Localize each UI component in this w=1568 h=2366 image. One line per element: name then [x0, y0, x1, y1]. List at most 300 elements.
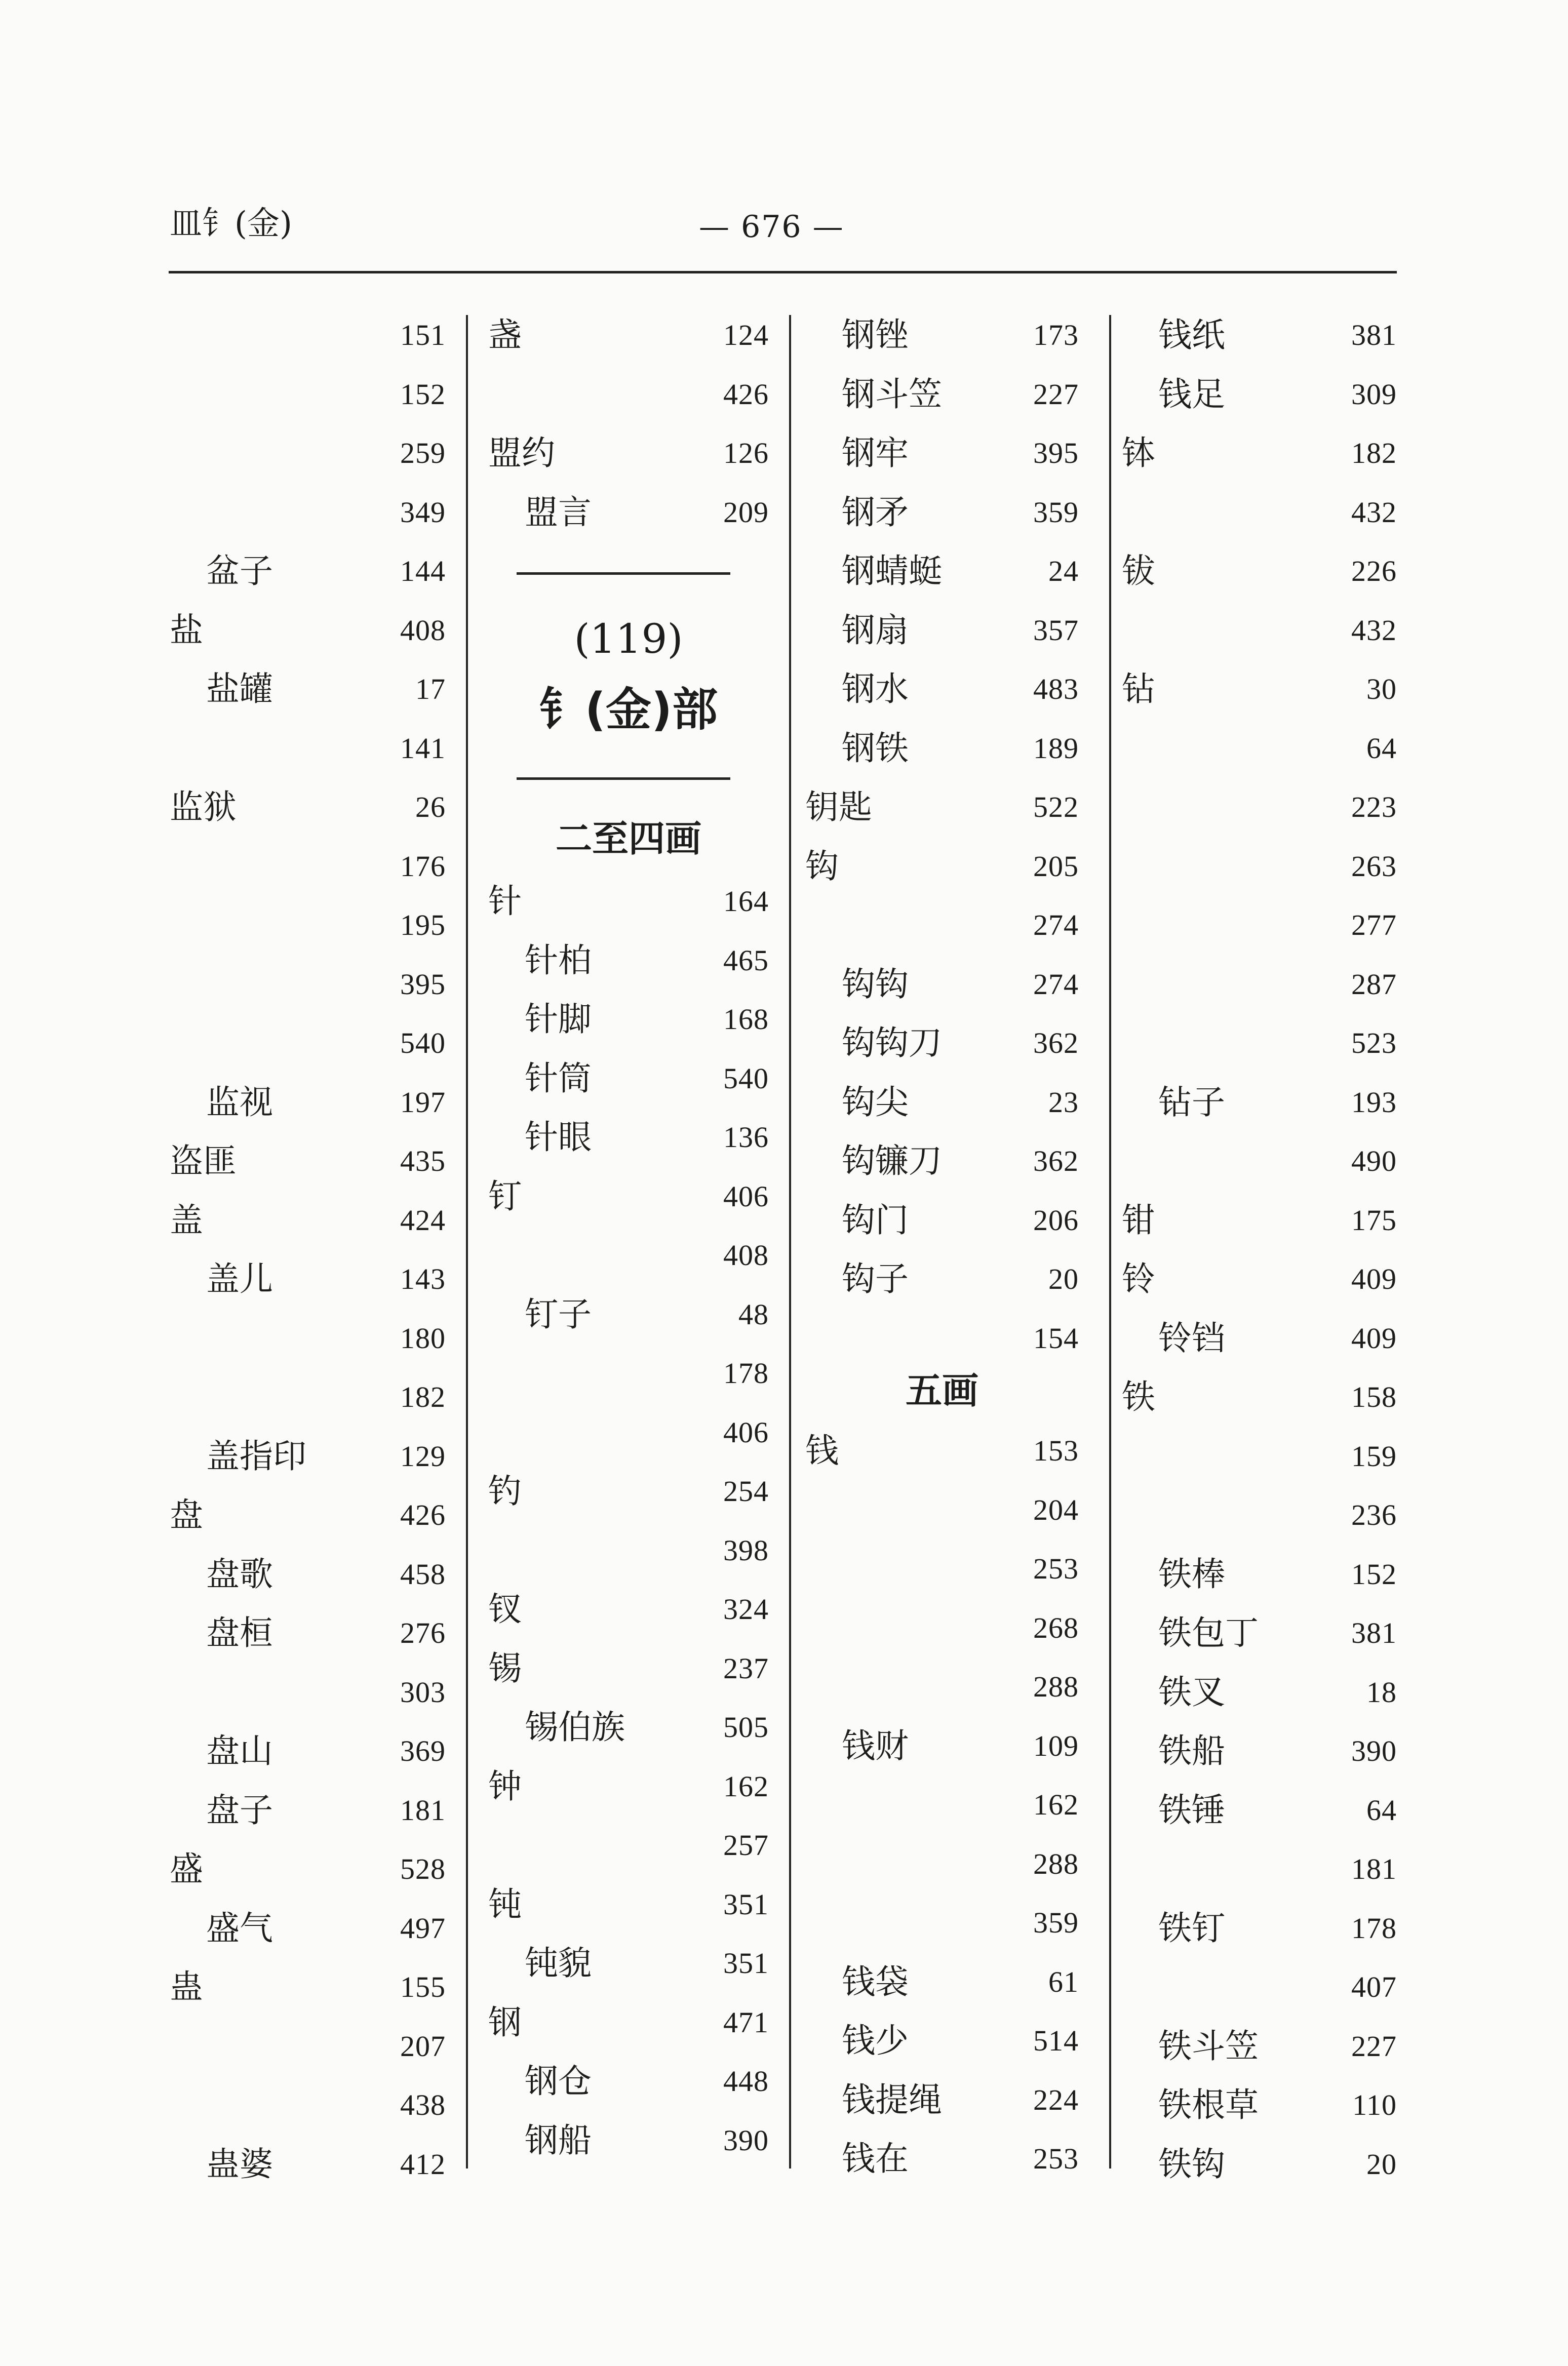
entry-page-number: 497: [400, 1912, 446, 1945]
index-entry-continuation: [170, 487, 446, 538]
entry-term: 钱少: [842, 2021, 909, 2060]
entry-page-number: 514: [1033, 2024, 1079, 2057]
entry-page-number: 129: [400, 1440, 446, 1473]
index-entry: [488, 2115, 769, 2166]
index-entry: [805, 841, 1079, 892]
entry-page-number: 182: [400, 1381, 446, 1413]
index-entry: [1122, 2080, 1397, 2131]
entry-term: 盛气: [206, 1909, 273, 1948]
entry-term: 钢: [488, 2003, 522, 2042]
index-entry: [170, 1962, 446, 2013]
index-entry-continuation: [1122, 959, 1397, 1010]
entry-term: 盆子: [206, 551, 273, 590]
index-entry: [170, 1549, 446, 1600]
index-entry-continuation: [805, 1485, 1079, 1535]
entry-page-number: 18: [1366, 1676, 1397, 1709]
entry-page-number: 64: [1366, 1794, 1397, 1827]
entry-term: 铁钉: [1158, 1909, 1225, 1948]
entry-term: 铁包丁: [1158, 1613, 1259, 1652]
index-entry: [488, 1171, 769, 1222]
index-entry-continuation: [1122, 841, 1397, 892]
index-entry: [805, 1426, 1079, 1476]
entry-page-number: 144: [400, 555, 446, 587]
entry-term: 盖指印: [206, 1437, 306, 1476]
index-entry: [1122, 1608, 1397, 1659]
entry-term: 铁船: [1158, 1731, 1225, 1770]
entry-page-number: 390: [723, 2124, 769, 2157]
entry-page-number: 359: [1033, 1906, 1079, 1939]
entry-page-number: 152: [400, 378, 446, 411]
index-entry-continuation: [488, 1407, 769, 1458]
entry-term: 盘山: [206, 1731, 273, 1770]
entry-term: 钢锉: [842, 316, 909, 354]
entry-page-number: 209: [723, 496, 769, 529]
entry-term: 盘子: [206, 1791, 273, 1830]
entry-page-number: 390: [1351, 1734, 1397, 1767]
entry-page-number: 398: [723, 1534, 769, 1567]
entry-term: 钢斗笠: [842, 375, 942, 414]
entry-term: 监狱: [170, 787, 237, 826]
entry-term: 钩钩: [842, 965, 909, 1004]
index-entry: [805, 1721, 1079, 1771]
entry-page-number: 523: [1351, 1027, 1397, 1059]
entry-term: 钢船: [525, 2121, 592, 2160]
index-entry: [488, 1053, 769, 1104]
entry-page-number: 406: [723, 1416, 769, 1449]
index-entry: [1122, 546, 1397, 597]
entry-page-number: 164: [723, 885, 769, 918]
index-entry: [1122, 428, 1397, 479]
index-entry: [170, 605, 446, 656]
index-entry-continuation: [170, 1018, 446, 1069]
index-entry: [1122, 1726, 1397, 1777]
index-entry: [805, 723, 1079, 774]
entry-term: 铁叉: [1158, 1673, 1225, 1712]
entry-page-number: 175: [1351, 1204, 1397, 1237]
entry-term: 钢牢: [842, 433, 909, 472]
index-entry: [488, 1997, 769, 2048]
index-entry-continuation: [805, 900, 1079, 951]
entry-term: 蛊婆: [206, 2145, 273, 2184]
entry-page-number: 23: [1048, 1086, 1079, 1119]
entry-page-number: 309: [1351, 378, 1397, 411]
index-entry: [1122, 1667, 1397, 1718]
index-entry-continuation: [805, 1780, 1079, 1830]
entry-term: 铁根草: [1158, 2085, 1259, 2124]
index-entry: [170, 1254, 446, 1305]
entry-page-number: 259: [400, 437, 446, 469]
entry-page-number: 143: [400, 1263, 446, 1295]
entry-page-number: 152: [1351, 1558, 1397, 1591]
index-entry: [1122, 1785, 1397, 1836]
entry-term: 钝: [488, 1885, 522, 1924]
entry-page-number: 182: [1351, 437, 1397, 469]
index-entry-continuation: [170, 310, 446, 361]
index-entry-continuation: [170, 369, 446, 420]
page-number: — 676 —: [699, 209, 844, 245]
index-entry: [170, 1136, 446, 1187]
entry-page-number: 435: [400, 1145, 446, 1177]
entry-page-number: 528: [400, 1852, 446, 1885]
index-entry: [805, 664, 1079, 715]
entry-page-number: 158: [1351, 1381, 1397, 1413]
entry-term: 监视: [206, 1083, 273, 1122]
entry-page-number: 204: [1033, 1493, 1079, 1526]
entry-page-number: 277: [1351, 909, 1397, 941]
entry-page-number: 154: [1033, 1322, 1079, 1355]
index-entry: [488, 1938, 769, 1989]
index-entry: [805, 1957, 1079, 2007]
entry-page-number: 227: [1351, 2030, 1397, 2063]
entry-page-number: 381: [1351, 319, 1397, 351]
entry-page-number: 395: [1033, 437, 1079, 469]
entry-term: 锡: [488, 1649, 522, 1688]
index-entry-continuation: [805, 1603, 1079, 1653]
index-entry-continuation: [805, 1662, 1079, 1712]
entry-term: 钉: [488, 1177, 522, 1216]
index-entry: [805, 1077, 1079, 1128]
index-entry-continuation: [488, 1348, 769, 1399]
entry-page-number: 126: [723, 437, 769, 469]
entry-page-number: 20: [1366, 2148, 1397, 2181]
subheading-5-strokes: 五画: [905, 1369, 978, 1412]
entry-page-number: 178: [1351, 1912, 1397, 1945]
index-entry-continuation: [805, 1544, 1079, 1594]
index-entry: [488, 876, 769, 927]
entry-term: 蛊: [170, 1967, 203, 2006]
entry-term: 钩门: [842, 1201, 909, 1240]
entry-page-number: 276: [400, 1616, 446, 1649]
index-entry-continuation: [170, 723, 446, 774]
entry-page-number: 490: [1351, 1145, 1397, 1177]
entry-page-number: 395: [400, 968, 446, 1001]
index-entry-continuation: [1122, 487, 1397, 538]
index-entry: [805, 1018, 1079, 1069]
index-entry: [1122, 369, 1397, 420]
index-entry: [488, 487, 769, 538]
entry-term: 钱纸: [1158, 316, 1225, 354]
entry-term: 盐: [170, 611, 203, 650]
index-entry: [170, 1490, 446, 1541]
index-entry: [1122, 1077, 1397, 1128]
entry-term: 锡伯族: [525, 1708, 625, 1747]
index-entry-continuation: [1122, 900, 1397, 951]
index-entry: [488, 1879, 769, 1930]
entry-term: 盛: [170, 1849, 203, 1888]
index-entry: [170, 1903, 446, 1954]
entry-page-number: 195: [400, 909, 446, 941]
index-entry: [170, 664, 446, 715]
index-column-3-bottom: [805, 1426, 1079, 2178]
index-entry: [1122, 2021, 1397, 2072]
entry-page-number: 409: [1351, 1263, 1397, 1295]
entry-page-number: 357: [1033, 614, 1079, 647]
index-entry-continuation: [1122, 1431, 1397, 1482]
entry-term: 钩: [805, 847, 839, 886]
section-title: 钅(金)部: [539, 683, 718, 736]
entry-page-number: 426: [723, 378, 769, 411]
entry-term: 盘桓: [206, 1613, 273, 1652]
index-entry: [805, 605, 1079, 656]
entry-term: 盖儿: [206, 1259, 273, 1298]
entry-term: 钥匙: [805, 787, 872, 826]
entry-page-number: 409: [1351, 1322, 1397, 1355]
column-divider-3: [1109, 315, 1111, 2168]
index-entry-continuation: [1122, 1490, 1397, 1541]
entry-term: 铁: [1122, 1377, 1155, 1416]
entry-page-number: 227: [1033, 378, 1079, 411]
entry-page-number: 109: [1033, 1729, 1079, 1762]
index-entry-continuation: [1122, 605, 1397, 656]
running-head-radical: 皿钅(金): [170, 205, 292, 243]
entry-term: 钻: [1122, 669, 1155, 708]
entry-term: 钢扇: [842, 611, 909, 650]
entry-page-number: 17: [415, 673, 446, 705]
entry-page-number: 351: [723, 1888, 769, 1921]
index-entry: [488, 1466, 769, 1517]
entry-page-number: 254: [723, 1475, 769, 1508]
index-entry: [488, 994, 769, 1045]
entry-page-number: 162: [1033, 1788, 1079, 1821]
entry-page-number: 124: [723, 319, 769, 351]
index-entry: [170, 1077, 446, 1128]
index-entry: [805, 310, 1079, 361]
entry-page-number: 224: [1033, 2083, 1079, 2116]
entry-page-number: 369: [400, 1734, 446, 1767]
entry-page-number: 30: [1366, 673, 1397, 705]
entry-page-number: 197: [400, 1086, 446, 1119]
entry-page-number: 168: [723, 1003, 769, 1036]
entry-term: 钉子: [525, 1295, 592, 1334]
entry-page-number: 268: [1033, 1611, 1079, 1644]
entry-term: 盘歌: [206, 1555, 273, 1594]
entry-page-number: 303: [400, 1676, 446, 1709]
entry-term: 盟言: [525, 493, 592, 532]
entry-page-number: 406: [723, 1180, 769, 1213]
entry-term: 针柏: [525, 941, 592, 980]
index-entry: [1122, 1195, 1397, 1246]
entry-term: 钩钩刀: [842, 1023, 942, 1062]
index-entry-continuation: [805, 1839, 1079, 1889]
entry-page-number: 424: [400, 1204, 446, 1237]
entry-page-number: 24: [1048, 555, 1079, 587]
entry-page-number: 64: [1366, 732, 1397, 765]
entry-term: 铃铛: [1158, 1319, 1225, 1358]
entry-term: 铁棒: [1158, 1555, 1225, 1594]
entry-page-number: 61: [1048, 1965, 1079, 1998]
index-entry: [488, 1761, 769, 1812]
entry-page-number: 362: [1033, 1145, 1079, 1177]
index-entry-continuation: [170, 428, 446, 479]
index-entry-continuation: [1122, 1018, 1397, 1069]
entry-term: 钢矛: [842, 493, 909, 532]
entry-page-number: 458: [400, 1558, 446, 1591]
index-entry: [170, 782, 446, 833]
index-entry: [1122, 1372, 1397, 1423]
entry-page-number: 448: [723, 2065, 769, 2098]
index-entry: [805, 2134, 1079, 2184]
entry-page-number: 274: [1033, 968, 1079, 1001]
index-entry-continuation: [170, 1372, 446, 1423]
entry-page-number: 253: [1033, 2142, 1079, 2175]
entry-page-number: 48: [738, 1298, 769, 1331]
entry-page-number: 465: [723, 944, 769, 977]
index-entry-continuation: [170, 2080, 446, 2131]
index-entry-continuation: [170, 2021, 446, 2072]
section-rule-top: [517, 572, 730, 575]
header-rule: [169, 271, 1397, 273]
entry-page-number: 483: [1033, 673, 1079, 705]
entry-term: 盗匪: [170, 1141, 237, 1180]
entry-term: 盟约: [488, 433, 555, 472]
index-entry-continuation: [170, 1313, 446, 1364]
index-entry: [170, 1431, 446, 1482]
entry-term: 钟: [488, 1767, 522, 1806]
entry-page-number: 438: [400, 2088, 446, 2121]
entry-term: 钩镰刀: [842, 1141, 942, 1180]
entry-term: 钱袋: [842, 1962, 909, 2001]
index-entry-continuation: [488, 1230, 769, 1281]
entry-page-number: 180: [400, 1322, 446, 1355]
entry-term: 钗: [488, 1590, 522, 1629]
index-entry: [805, 546, 1079, 597]
index-entry: [805, 369, 1079, 420]
index-entry: [1122, 2139, 1397, 2190]
entry-term: 铃: [1122, 1259, 1155, 1298]
entry-page-number: 173: [1033, 319, 1079, 351]
entry-term: 钱在: [842, 2139, 909, 2178]
index-entry: [805, 487, 1079, 538]
entry-term: 铁锤: [1158, 1791, 1225, 1830]
entry-page-number: 408: [723, 1239, 769, 1272]
entry-term: 钩子: [842, 1259, 909, 1298]
entry-term: 钳: [1122, 1201, 1155, 1240]
index-entry-continuation: [1122, 782, 1397, 833]
index-column-3-top: [805, 310, 1079, 1355]
index-entry: [1122, 1254, 1397, 1305]
index-column-2-top: [488, 310, 769, 532]
index-entry: [488, 1289, 769, 1340]
entry-page-number: 540: [723, 1062, 769, 1095]
entry-page-number: 381: [1351, 1616, 1397, 1649]
entry-page-number: 178: [723, 1357, 769, 1390]
section-number: (119): [574, 615, 683, 662]
entry-page-number: 359: [1033, 496, 1079, 529]
index-entry: [488, 1112, 769, 1163]
entry-term: 钱财: [842, 1726, 909, 1765]
entry-term: 钢水: [842, 669, 909, 708]
subheading-2-4-strokes: 二至四画: [555, 817, 701, 860]
index-column-2-bottom: [488, 876, 769, 2167]
entry-page-number: 288: [1033, 1847, 1079, 1880]
entry-page-number: 432: [1351, 496, 1397, 529]
entry-term: 盖: [170, 1201, 203, 1240]
entry-term: 钓: [488, 1472, 522, 1511]
entry-page-number: 288: [1033, 1670, 1079, 1703]
index-entry: [488, 1643, 769, 1694]
entry-page-number: 540: [400, 1027, 446, 1059]
entry-page-number: 257: [723, 1829, 769, 1862]
entry-page-number: 426: [400, 1499, 446, 1531]
entry-page-number: 110: [1352, 2088, 1397, 2121]
entry-page-number: 226: [1351, 555, 1397, 587]
index-entry: [805, 1254, 1079, 1305]
index-entry-continuation: [170, 841, 446, 892]
index-entry-continuation: [170, 900, 446, 951]
index-entry: [170, 1726, 446, 1777]
index-entry: [488, 1584, 769, 1635]
index-entry-continuation: [1122, 1844, 1397, 1895]
entry-term: 盘: [170, 1495, 203, 1534]
index-entry: [1122, 1549, 1397, 1600]
entry-page-number: 193: [1351, 1086, 1397, 1119]
index-entry-continuation: [1122, 1962, 1397, 2013]
index-entry: [805, 2075, 1079, 2125]
index-entry-continuation: [488, 1820, 769, 1871]
entry-page-number: 324: [723, 1593, 769, 1626]
index-entry: [1122, 1313, 1397, 1364]
entry-term: 针脚: [525, 1000, 592, 1039]
index-entry: [1122, 664, 1397, 715]
entry-page-number: 408: [400, 614, 446, 647]
index-entry-continuation: [805, 1898, 1079, 1948]
index-entry: [805, 782, 1079, 833]
index-entry: [1122, 310, 1397, 361]
entry-term: 钵: [1122, 433, 1155, 472]
entry-page-number: 432: [1351, 614, 1397, 647]
index-column-4: [1122, 310, 1397, 2184]
index-entry-continuation: [805, 1313, 1079, 1364]
index-entry-continuation: [488, 1525, 769, 1576]
index-entry: [170, 1608, 446, 1659]
entry-page-number: 471: [723, 2006, 769, 2039]
entry-page-number: 287: [1351, 968, 1397, 1001]
entry-page-number: 505: [723, 1711, 769, 1744]
column-divider-2: [789, 315, 791, 2168]
entry-term: 针: [488, 882, 522, 921]
entry-term: 钩尖: [842, 1083, 909, 1122]
entry-term: 钱足: [1158, 375, 1225, 414]
column-divider-1: [466, 315, 468, 2168]
entry-term: 盏: [488, 316, 522, 354]
index-entry-continuation: [170, 1667, 446, 1718]
entry-term: 钢蜻蜓: [842, 551, 942, 590]
entry-term: 盐罐: [206, 669, 273, 708]
entry-page-number: 207: [400, 2030, 446, 2063]
index-entry: [805, 1136, 1079, 1187]
entry-term: 钱: [805, 1431, 839, 1470]
entry-page-number: 26: [415, 791, 446, 823]
index-entry: [488, 428, 769, 479]
entry-page-number: 153: [1033, 1434, 1079, 1467]
entry-page-number: 407: [1351, 1970, 1397, 2003]
entry-page-number: 236: [1351, 1499, 1397, 1531]
entry-term: 钢铁: [842, 729, 909, 768]
entry-page-number: 351: [723, 1947, 769, 1980]
index-entry: [170, 1844, 446, 1895]
index-entry: [170, 1195, 446, 1246]
entry-term: 钻子: [1158, 1083, 1225, 1122]
entry-term: 钱提绳: [842, 2080, 942, 2119]
entry-page-number: 176: [400, 850, 446, 883]
entry-term: 钢仓: [525, 2062, 592, 2101]
index-entry: [805, 2016, 1079, 2066]
entry-term: 钹: [1122, 551, 1155, 590]
index-entry: [170, 2139, 446, 2190]
index-entry: [805, 959, 1079, 1010]
index-entry: [488, 2056, 769, 2107]
section-rule-bottom: [517, 777, 730, 780]
